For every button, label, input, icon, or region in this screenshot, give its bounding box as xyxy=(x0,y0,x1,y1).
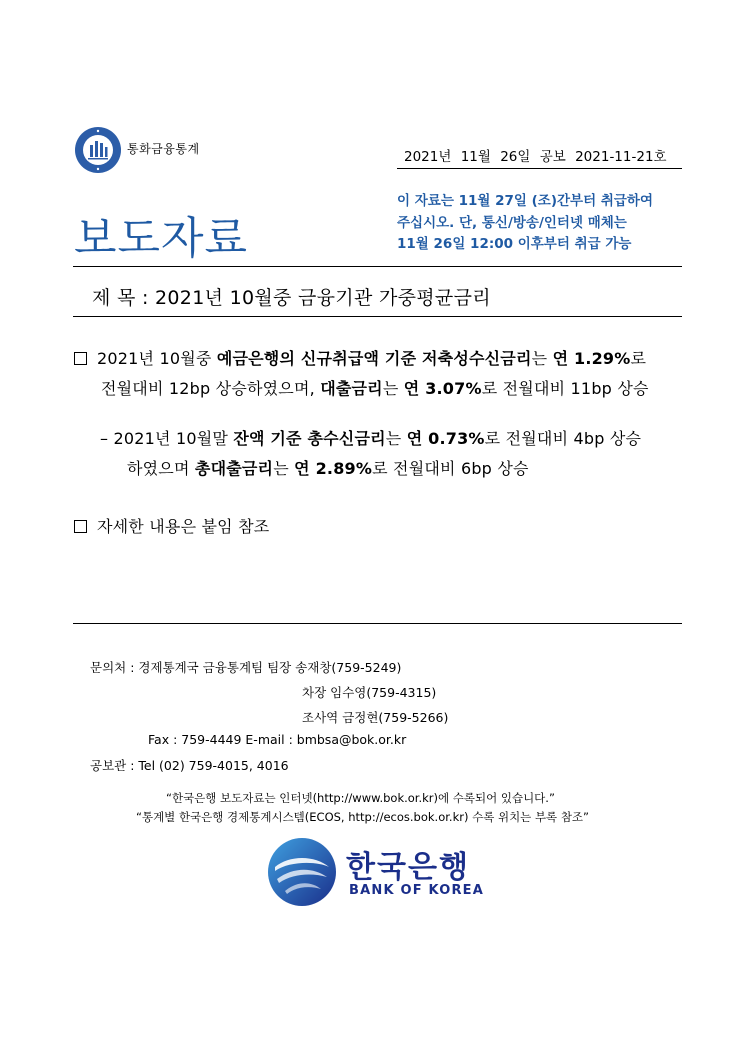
logo-english-name: BANK OF KOREA xyxy=(349,883,484,898)
checkbox-square-icon xyxy=(74,520,87,533)
paragraph-line: 2021년 10월중 예금은행의 신규취급액 기준 저축성수신금리는 연 1.29%로 xyxy=(74,344,649,374)
subject-line: 제 목 : 2021년 10월중 금융기관 가중평균금리 xyxy=(92,287,491,309)
seal-label: 통화금융통계 xyxy=(127,142,200,156)
dash-marker: – xyxy=(100,429,109,448)
bullet-paragraph: 자세한 내용은 붙임 참조 xyxy=(74,512,269,542)
national-statistics-seal-icon xyxy=(74,126,122,174)
contact-line: 공보관 : Tel (02) 759-4015, 4016 xyxy=(90,758,289,773)
embargo-line: 주십시오. 단, 통신/방송/인터넷 매체는 xyxy=(397,214,627,231)
divider xyxy=(73,266,682,267)
release-date: 2021년 11월 26일 공보 2021-11-21호 xyxy=(404,149,667,165)
contact-line: 차장 임수영(759-4315) xyxy=(302,685,437,700)
embargo-line: 11월 26일 12:00 이후부터 취급 가능 xyxy=(397,236,632,252)
embargo-line: 이 자료는 11월 27일 (조)간부터 취급하여 xyxy=(397,193,653,209)
paragraph-line: 하였으며 총대출금리는 연 2.89%로 전월대비 6bp 상승 xyxy=(127,459,529,478)
footnote: “한국은행 보도자료는 인터넷(http://www.bok.or.kr)에 수록되어 있습니다.” xyxy=(166,791,555,805)
contact-line: 조사역 금정현(759-5266) xyxy=(302,710,449,725)
paragraph-line: 전월대비 12bp 상승하였으며, 대출금리는 연 3.07%로 전월대비 11bp 상승 xyxy=(101,379,649,398)
embargo-notice xyxy=(397,191,653,256)
contact-line: 문의처 : 경제통계국 금융통계팀 팀장 송재창(759-5249) xyxy=(90,660,402,675)
footnote: “통계별 한국은행 경제통계시스템(ECOS, http://ecos.bok.or.kr) 수록 위치는 부록 참조” xyxy=(136,810,589,824)
paragraph-line: – 2021년 10월말 잔액 기준 총수신금리는 연 0.73%로 전월대비 4bp 상승 xyxy=(100,429,642,448)
document-type-title: 보도자료 xyxy=(74,213,249,264)
bank-of-korea-logo-icon xyxy=(267,837,337,907)
divider xyxy=(397,168,682,169)
divider xyxy=(73,316,682,317)
logo-korean-name: 한국은행 xyxy=(346,850,470,885)
divider xyxy=(73,623,682,624)
checkbox-square-icon xyxy=(74,352,87,365)
contact-line: Fax : 759-4449 E-mail : bmbsa@bok.or.kr xyxy=(148,732,407,747)
bullet-paragraph xyxy=(74,344,649,404)
sub-bullet-paragraph xyxy=(100,424,641,484)
